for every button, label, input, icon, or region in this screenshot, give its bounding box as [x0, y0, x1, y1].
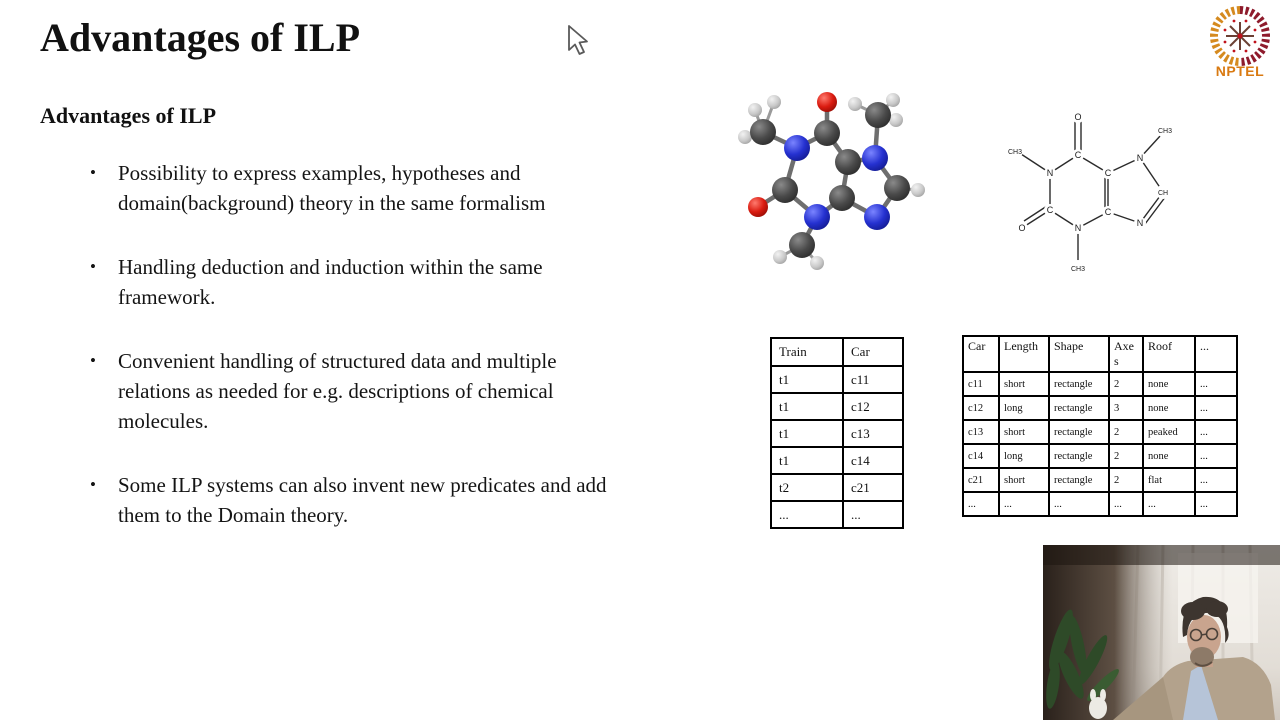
table-cell: 2 [1109, 444, 1143, 468]
svg-text:C: C [1074, 150, 1082, 160]
webcam-top-shadow [1043, 545, 1280, 565]
molecule-atoms [738, 92, 925, 270]
table-cell: ... [1195, 372, 1237, 396]
header-row [963, 336, 1237, 372]
bullet-text: Some ILP systems can also invent new predicates and add them to the Domain theory. [118, 473, 607, 527]
table-row [963, 396, 1237, 420]
column-header: Roof [1143, 336, 1195, 372]
table-row [771, 447, 903, 474]
table-cell: peaked [1143, 420, 1195, 444]
svg-text:N: N [1046, 168, 1054, 178]
table-cell: ... [1195, 468, 1237, 492]
table-cell: ... [1195, 420, 1237, 444]
table-row [963, 420, 1237, 444]
table-cell: rectangle [1049, 444, 1109, 468]
nptel-logo [1203, 4, 1277, 80]
table-cell: ... [1049, 492, 1109, 516]
table-cell: 2 [1109, 420, 1143, 444]
column-header: ... [1195, 336, 1237, 372]
bullet-item [88, 470, 633, 530]
table-cell: ... [1109, 492, 1143, 516]
bullet-marker: • [90, 163, 96, 182]
table-cell: t1 [771, 393, 843, 420]
table-cell: t1 [771, 366, 843, 393]
table-cell: 2 [1109, 372, 1143, 396]
svg-text:C: C [1046, 205, 1054, 215]
table-row [963, 492, 1237, 516]
svg-text:C: C [1104, 168, 1112, 178]
presenter-video [1043, 545, 1280, 720]
bullet-marker: • [90, 475, 96, 494]
molecule-2d-bonds [1021, 120, 1169, 262]
molecule-2d-atom-labels [1007, 111, 1173, 276]
header-row [771, 338, 903, 366]
column-header: Axes [1109, 336, 1143, 372]
table-cell: long [999, 396, 1049, 420]
car-properties-table [962, 335, 1238, 517]
bullet-item [88, 158, 633, 218]
table-cell: ... [843, 501, 903, 528]
bullet-item [88, 346, 633, 436]
table-cell: t1 [771, 420, 843, 447]
logo-text: NPTEL [1215, 63, 1265, 79]
table-cell: ... [771, 501, 843, 528]
column-header: Car [963, 336, 999, 372]
train-car-table [770, 337, 904, 529]
table-cell: ... [963, 492, 999, 516]
svg-text:C: C [1104, 207, 1112, 217]
svg-text:N: N [1074, 223, 1082, 233]
table-cell: rectangle [1049, 468, 1109, 492]
table-cell: short [999, 372, 1049, 396]
table-cell: short [999, 468, 1049, 492]
table-cell: t2 [771, 474, 843, 501]
table-cell: ... [1195, 396, 1237, 420]
column-header: Shape [1049, 336, 1109, 372]
table-row [771, 474, 903, 501]
table-cell: short [999, 420, 1049, 444]
svg-text:CH3: CH3 [1007, 149, 1023, 156]
table-cell: c12 [843, 393, 903, 420]
bullet-item [88, 252, 633, 312]
bullet-list [88, 158, 633, 564]
table-cell: c21 [843, 474, 903, 501]
table-cell: ... [1195, 492, 1237, 516]
table-row [771, 420, 903, 447]
webcam-overlay [1043, 545, 1280, 720]
table-row [963, 468, 1237, 492]
table-cell: c13 [963, 420, 999, 444]
table-cell: long [999, 444, 1049, 468]
table-cell: c21 [963, 468, 999, 492]
mouse-cursor [566, 24, 592, 58]
table-cell: none [1143, 372, 1195, 396]
table-row [963, 444, 1237, 468]
table-cell: c11 [843, 366, 903, 393]
table-cell: flat [1143, 468, 1195, 492]
bullet-text: Convenient handling of structured data and multiple relations as needed for e.g. descriptions of chemical molecules. [118, 349, 557, 433]
column-header: Car [843, 338, 903, 366]
svg-text:O: O [1074, 112, 1082, 122]
table-cell: rectangle [1049, 372, 1109, 396]
table-row [771, 393, 903, 420]
table-cell: ... [1195, 444, 1237, 468]
table-cell: 2 [1109, 468, 1143, 492]
table-cell: ... [999, 492, 1049, 516]
bullet-text: Handling deduction and induction within the same framework. [118, 255, 543, 309]
molecule-3d-figure [722, 82, 962, 300]
table-cell: c12 [963, 396, 999, 420]
column-header: Train [771, 338, 843, 366]
bullet-marker: • [90, 351, 96, 370]
table-cell: none [1143, 396, 1195, 420]
svg-text:CH: CH [1157, 190, 1169, 197]
table-cell: 3 [1109, 396, 1143, 420]
table-cell: t1 [771, 447, 843, 474]
svg-text:N: N [1136, 153, 1144, 163]
table-row [771, 366, 903, 393]
slide-subtitle: Advantages of ILP [40, 103, 217, 128]
svg-text:CH3: CH3 [1070, 266, 1086, 273]
table-cell: c14 [963, 444, 999, 468]
svg-text:O: O [1018, 223, 1026, 233]
table-cell: c13 [843, 420, 903, 447]
table-cell: c14 [843, 447, 903, 474]
bullet-text: Possibility to express examples, hypotheses and domain(background) theory in the same formalism [118, 161, 546, 215]
table-row [771, 501, 903, 528]
table-cell: rectangle [1049, 396, 1109, 420]
molecule-2d-figure [995, 100, 1190, 290]
svg-text:N: N [1136, 218, 1144, 228]
table-cell: ... [1143, 492, 1195, 516]
page-title: Advantages of ILP [40, 15, 361, 60]
table-row [963, 372, 1237, 396]
table-cell: rectangle [1049, 420, 1109, 444]
table-cell: none [1143, 444, 1195, 468]
column-header: Length [999, 336, 1049, 372]
svg-text:CH3: CH3 [1157, 128, 1173, 135]
bullet-marker: • [90, 257, 96, 276]
table-cell: c11 [963, 372, 999, 396]
